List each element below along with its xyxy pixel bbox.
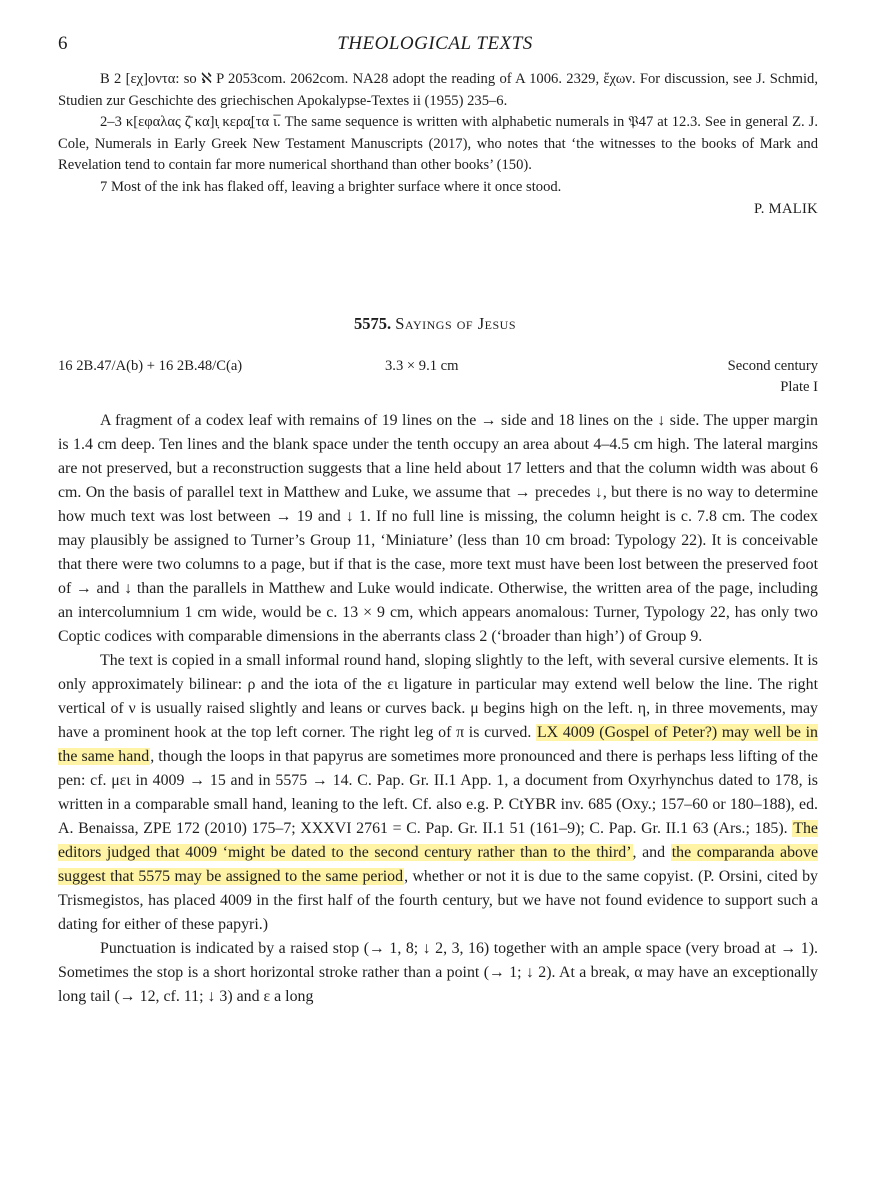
paragraph — [58, 409, 818, 649]
dimensions: 3.3 × 9.1 cm — [385, 358, 459, 374]
section-name: Sayings of Jesus — [395, 314, 516, 333]
text-segment: Punctuation is indicated by a raised stop (→ 1, 8; ↓ 2, 3, 16) together with an ample space (very broad at → 1). Sometimes the stop is a short horizontal stroke rather than a point (→ 1; ↓ 2). At a break, α may have an exceptionally long tail (→ 12, cf. 11; ↓ 3) and ε a long — [58, 940, 818, 1005]
text-segment: , whether or not it is due to the same copyist. (P. Orsini, cited by Trismegistos, has placed 4009 in the first half of the fourth century, but we have not found evidence to support such a dating for either of these papyri.) — [58, 868, 818, 933]
section-number: 5575. — [353, 314, 392, 333]
papyrus-meta — [58, 356, 818, 400]
body-text — [58, 409, 818, 1009]
commentary-notes — [58, 69, 818, 220]
highlighted-text: the comparanda above suggest that 5575 may be assigned to the same period — [58, 844, 818, 885]
note-7: 7 Most of the ink has flaked off, leaving a brighter surface where it once stood. — [100, 178, 562, 195]
highlighted-text: LX 4009 (Gospel of Peter?) may well be in the same hand — [58, 724, 818, 765]
running-header — [58, 33, 812, 59]
highlighted-text: The editors judged that 4009 ‘might be dated to the second century rather than to the third’ — [58, 820, 818, 861]
page-number: 6 — [58, 33, 68, 54]
notes-author: P. MALIK — [753, 200, 818, 217]
text-segment: , and — [632, 844, 671, 861]
note-b2: B 2 [εχ]οντα: so ℵ P 2053com. 2062com. NA28 adopt the reading of A 1006. 2329, ἔχων. For discussion, see J. Schmid, Studien zur Geschichte des griechischen Apokalypse-Textes ii (1955) 235–6. — [58, 71, 818, 109]
plate: Plate I — [780, 379, 818, 395]
date: Second century — [727, 358, 818, 374]
text-segment: A fragment of a codex leaf with remains of 19 lines on the → side and 18 lines on the ↓ side. The upper margin is 1.4 cm deep. Ten lines and the blank space under the tenth occupy an area about 4–4.5 cm high. The lateral margins are not preserved, but a reconstruction suggests that a line held about 17 letters and that the column width was about 6 cm. On the basis of parallel text in Matthew and Luke, we assume that → precedes ↓, but there is no way to determine how much text was lost between → 19 and ↓ 1. If no full line is missing, the column height is c. 7.8 cm. The codex may plausibly be assigned to Turner’s Group 11, ‘Miniature’ (less than 10 cm broad: Typology 22). It is conceivable that there were two columns to a page, but if that is the case, more text must have been lost between the preserved foot of → and ↓ than the parallels in Matthew and Luke would indicate. Otherwise, the written area of the page, including an intercolumnium 1 cm wide, would be c. 13 × 9 cm, which appears anomalous: Turner, Typology 22, has only two Coptic codices with comparable dimensions in the aberrants class 2 (‘broader than high’) of Group 9. — [58, 412, 818, 645]
paragraph — [58, 937, 818, 1009]
text-segment: The text is copied in a small informal round hand, sloping slightly to the left, with several cursive elements. It is only approximately bilinear: ρ and the iota of the ει ligature in particular may extend well below the line. The right vertical of ν is usually raised slightly and leans or curves back. μ begins high on the left. η, in three movements, may have a prominent hook at the top left corner. The right leg of π is curved. — [58, 652, 818, 741]
note-2-3: 2–3 κ[εφαλας ζ̄ κα]ι̣ κερα̣[τα ι̅. The same sequence is written with alphabetic numerals in 𝔓47 at 12.3. See in general Z. J. Cole, Numerals in Early Greek New Testament Manuscripts (2017), who notes that ‘the witnesses to the books of Mark and Revelation tend to contain far more numerical shorthand than other books’ (150). — [58, 114, 818, 174]
running-title: THEOLOGICAL TEXTS — [337, 33, 533, 54]
paragraph — [58, 649, 818, 937]
text-segment: , though the loops in that papyrus are sometimes more pronounced and there is perhaps less lifting of the pen: cf. μει in 4009 → 15 and in 5575 → 14. C. Pap. Gr. II.1 App. 1, a document from Oxyrhynchus dated to 178, is written in a comparable small hand, leaning to the left. Cf. also e.g. P. CtYBR inv. 685 (Oxy.; 157–60 or 180–188), ed. A. Benaissa, ZPE 172 (2010) 175–7; XXXVI 2761 = C. Pap. Gr. II.1 51 (161–9); C. Pap. Gr. II.1 63 (Ars.; 185). — [58, 748, 818, 837]
section-title — [0, 314, 870, 334]
inventory-number: 16 2B.47/A(b) + 16 2B.48/C(a) — [58, 358, 243, 374]
